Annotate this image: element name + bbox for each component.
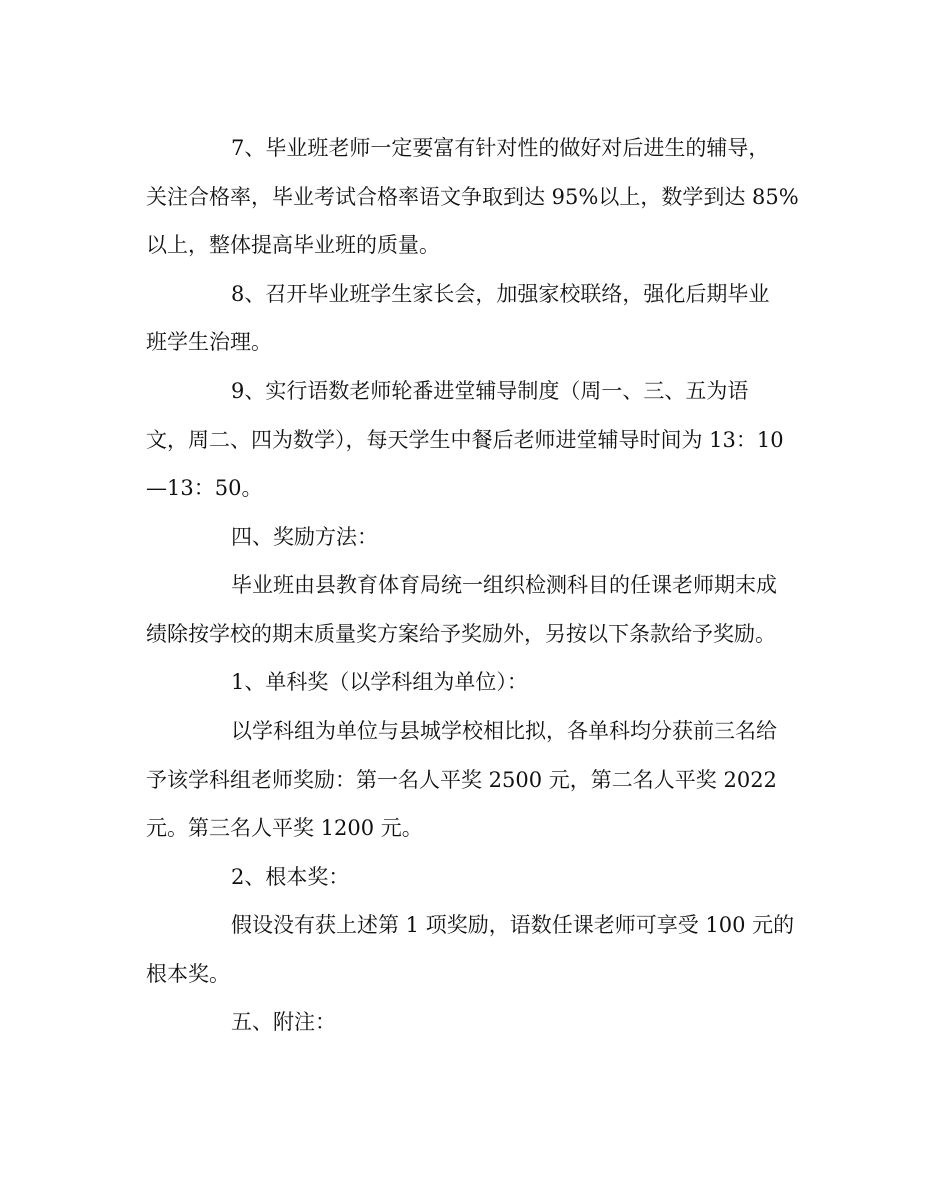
single-subject-award-line-3: 元。第三名人平奖 1200 元。 — [146, 816, 423, 840]
single-subject-award-line-2: 予该学科组老师奖励：第一名人平奖 2500 元，第二名人平奖 2022 — [146, 768, 777, 792]
paragraph-8-line-1: 8、召开毕业班学生家长会，加强家校联络，强化后期毕业 — [231, 282, 770, 306]
single-subject-award-line-1: 以学科组为单位与县城学校相比拟，各单科均分获前三名给 — [231, 719, 777, 743]
section-4-heading: 四、奖励方法： — [231, 525, 378, 549]
paragraph-8-line-2: 班学生治理。 — [146, 330, 272, 354]
basic-award-line-2: 根本奖。 — [146, 962, 230, 986]
section-5-heading: 五、附注： — [231, 1010, 336, 1034]
single-subject-award-heading: 1、单科奖（以学科组为单位）： — [231, 670, 528, 694]
paragraph-7-line-3: 以上，整体提高毕业班的质量。 — [146, 233, 440, 257]
paragraph-7-line-2: 关注合格率，毕业考试合格率语文争取到达 95%以上，数学到达 85% — [146, 185, 799, 209]
paragraph-9-line-2: 文，周二、四为数学），每天学生中餐后老师进堂辅导时间为 13：10 — [146, 428, 784, 452]
award-intro-line-1: 毕业班由县教育体育局统一组织检测科目的任课老师期末成 — [231, 573, 777, 597]
basic-award-heading: 2、根本奖： — [231, 865, 350, 889]
award-intro-line-2: 绩除按学校的期末质量奖方案给予奖励外，另按以下条款给予奖励。 — [146, 622, 776, 646]
paragraph-9-line-3: —13：50。 — [146, 476, 263, 500]
paragraph-7-line-1: 7、毕业班老师一定要富有针对性的做好对后进生的辅导， — [231, 136, 770, 160]
basic-award-line-1: 假设没有获上述第 1 项奖励，语数任课老师可享受 100 元的 — [231, 913, 795, 937]
paragraph-9-line-1: 9、实行语数老师轮番进堂辅导制度（周一、三、五为语 — [231, 379, 749, 403]
